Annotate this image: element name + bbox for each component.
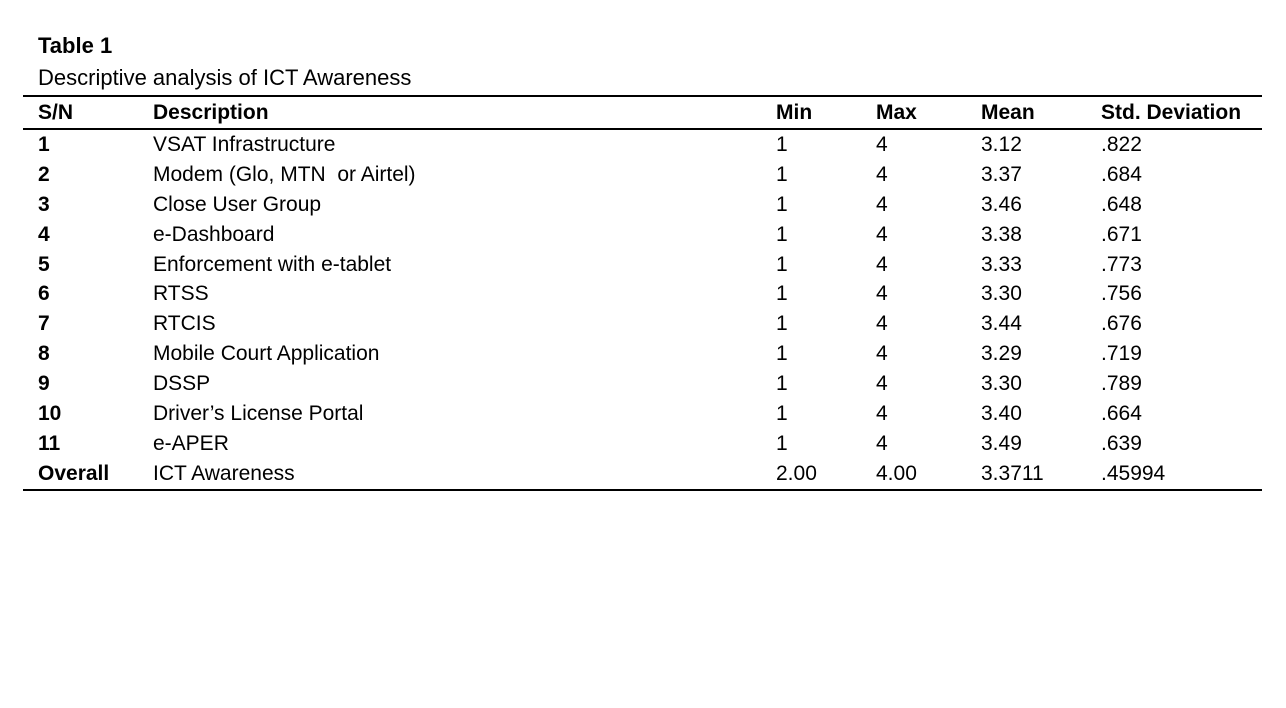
table-header-row: [23, 96, 1262, 129]
cell-sn: 3: [38, 192, 50, 216]
cell-std-deviation: .822: [1101, 132, 1142, 156]
cell-sn: 8: [38, 342, 50, 366]
cell-min: 1: [776, 431, 788, 455]
cell-mean: 3.30: [981, 282, 1022, 306]
cell-description: Close User Group: [153, 192, 322, 216]
cell-max: 4: [876, 342, 888, 366]
cell-sn: Overall: [38, 461, 110, 485]
cell-description: RTCIS: [153, 312, 216, 336]
cell-max: 4: [876, 192, 888, 216]
document: [23, 30, 1247, 491]
cell-description: Enforcement with e-tablet: [153, 252, 392, 276]
table-label: Table 1: [38, 33, 113, 58]
cell-description: Mobile Court Application: [153, 342, 380, 366]
cell-mean: 3.33: [981, 252, 1022, 276]
cell-sn: 1: [38, 132, 50, 156]
cell-mean: 3.44: [981, 312, 1022, 336]
cell-max: 4: [876, 282, 888, 306]
cell-description: e-APER: [153, 431, 229, 455]
table-row: [23, 250, 1262, 280]
table-row: [23, 369, 1262, 399]
cell-sn: 6: [38, 282, 50, 306]
cell-max: 4: [876, 222, 888, 246]
cell-mean: 3.37: [981, 162, 1022, 186]
cell-mean: 3.38: [981, 222, 1022, 246]
column-header-std-deviation: Std. Deviation: [1101, 100, 1242, 124]
table-row: [23, 190, 1262, 220]
cell-description: e-Dashboard: [153, 222, 275, 246]
table-body: [23, 129, 1262, 490]
table-row: [23, 279, 1262, 309]
cell-std-deviation: .648: [1101, 192, 1142, 216]
cell-mean: 3.3711: [981, 461, 1044, 485]
cell-std-deviation: .684: [1101, 162, 1142, 186]
cell-min: 1: [776, 372, 788, 396]
table-row: [23, 160, 1262, 190]
cell-max: 4: [876, 431, 888, 455]
table-row: [23, 129, 1262, 160]
cell-std-deviation: .789: [1101, 372, 1142, 396]
cell-min: 1: [776, 282, 788, 306]
table-row: [23, 459, 1262, 490]
cell-description: RTSS: [153, 282, 209, 306]
column-header-max: Max: [876, 100, 917, 124]
cell-min: 1: [776, 312, 788, 336]
cell-sn: 2: [38, 162, 50, 186]
cell-max: 4: [876, 162, 888, 186]
column-header-description: Description: [153, 100, 269, 124]
cell-std-deviation: .719: [1101, 342, 1142, 366]
cell-std-deviation: .671: [1101, 222, 1142, 246]
table-row: [23, 309, 1262, 339]
cell-sn: 10: [38, 401, 62, 425]
cell-mean: 3.29: [981, 342, 1022, 366]
table-row: [23, 220, 1262, 250]
cell-mean: 3.40: [981, 401, 1022, 425]
cell-min: 1: [776, 132, 788, 156]
descriptive-table: [23, 95, 1262, 491]
cell-description: DSSP: [153, 372, 211, 396]
cell-min: 2.00: [776, 461, 817, 485]
column-header-min: Min: [776, 100, 813, 124]
cell-min: 1: [776, 401, 788, 425]
table-row: [23, 339, 1262, 369]
cell-min: 1: [776, 192, 788, 216]
cell-max: 4.00: [876, 461, 917, 485]
cell-description: Modem (Glo, MTN or Airtel): [153, 162, 416, 186]
cell-max: 4: [876, 312, 888, 336]
table-caption: Descriptive analysis of ICT Awareness: [38, 65, 412, 90]
cell-sn: 5: [38, 252, 50, 276]
column-header-sn: S/N: [38, 100, 74, 124]
cell-sn: 11: [38, 431, 61, 455]
cell-description: VSAT Infrastructure: [153, 132, 336, 156]
column-header-mean: Mean: [981, 100, 1035, 124]
table-row: [23, 429, 1262, 459]
cell-min: 1: [776, 222, 788, 246]
cell-max: 4: [876, 401, 888, 425]
cell-min: 1: [776, 252, 788, 276]
cell-mean: 3.49: [981, 431, 1022, 455]
cell-std-deviation: .676: [1101, 312, 1142, 336]
cell-std-deviation: .756: [1101, 282, 1142, 306]
cell-max: 4: [876, 372, 888, 396]
cell-mean: 3.46: [981, 192, 1022, 216]
cell-mean: 3.30: [981, 372, 1022, 396]
cell-min: 1: [776, 342, 788, 366]
cell-std-deviation: .773: [1101, 252, 1142, 276]
cell-mean: 3.12: [981, 132, 1022, 156]
cell-std-deviation: .45994: [1101, 461, 1166, 485]
cell-std-deviation: .639: [1101, 431, 1142, 455]
cell-description: Driver’s License Portal: [153, 401, 364, 425]
cell-sn: 4: [38, 222, 50, 246]
cell-max: 4: [876, 252, 888, 276]
cell-max: 4: [876, 132, 888, 156]
cell-std-deviation: .664: [1101, 401, 1142, 425]
cell-description: ICT Awareness: [153, 461, 295, 485]
cell-sn: 9: [38, 372, 50, 396]
cell-min: 1: [776, 162, 788, 186]
table-row: [23, 399, 1262, 429]
cell-sn: 7: [38, 312, 50, 336]
